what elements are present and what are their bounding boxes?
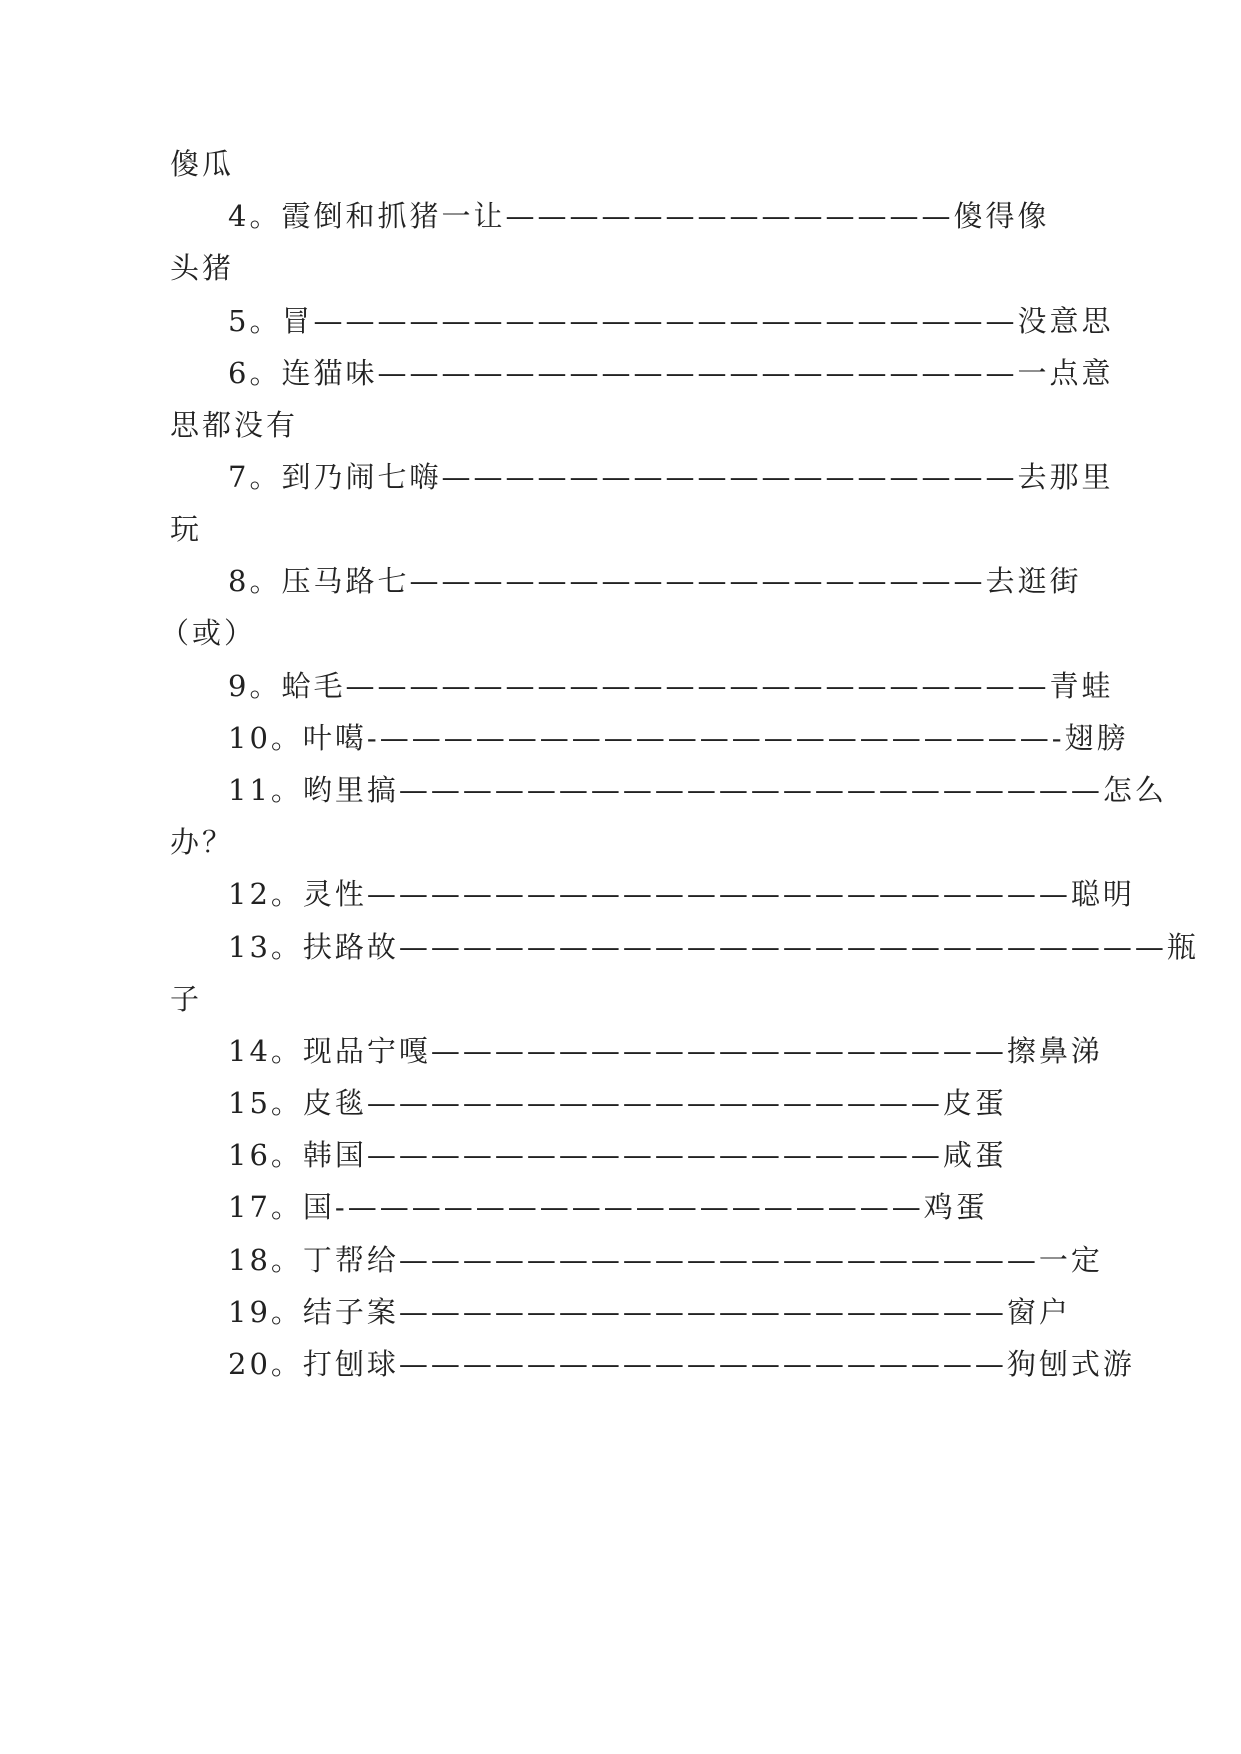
list-item: 7。到乃闹七嗨——————————————————去那里: [228, 460, 1114, 494]
list-item: 11。哟里搞——————————————————————怎么: [228, 773, 1167, 807]
list-item: 6。连猫味————————————————————一点意: [228, 356, 1114, 390]
text-line: 办？: [170, 825, 235, 859]
text-line: 思都没有: [170, 408, 299, 442]
list-item: 18。丁帮给————————————————————一定: [228, 1243, 1103, 1277]
text-line: （或）: [160, 616, 257, 650]
list-item: 14。现品宁嘎——————————————————擦鼻涕: [228, 1034, 1103, 1068]
list-item: 13。扶路故————————————————————————瓶: [228, 930, 1199, 964]
list-item: 19。结子案———————————————————窗户: [228, 1295, 1071, 1329]
text-line: 子: [170, 982, 203, 1016]
list-item: 20。打刨球———————————————————狗刨式游: [228, 1347, 1135, 1381]
list-item: 16。韩国——————————————————咸蛋: [228, 1138, 1007, 1172]
list-item: 17。国-——————————————————鸡蛋: [228, 1190, 988, 1224]
list-item: 9。蛤毛——————————————————————青蛙: [228, 669, 1114, 703]
list-item: 5。冒——————————————————————没意思: [228, 304, 1114, 338]
list-item: 15。皮毯——————————————————皮蛋: [228, 1086, 1007, 1120]
list-item: 8。压马路七——————————————————去逛街: [228, 564, 1082, 598]
text-line: 玩: [170, 512, 203, 546]
list-item: 12。灵性——————————————————————聪明: [228, 877, 1135, 911]
text-line: 傻瓜: [170, 147, 235, 181]
list-item: 4。霞倒和抓猪一让——————————————傻得像: [228, 199, 1050, 233]
list-item: 10。叶噶-—————————————————————-翅膀: [228, 721, 1129, 755]
text-line: 头猪: [170, 251, 235, 285]
